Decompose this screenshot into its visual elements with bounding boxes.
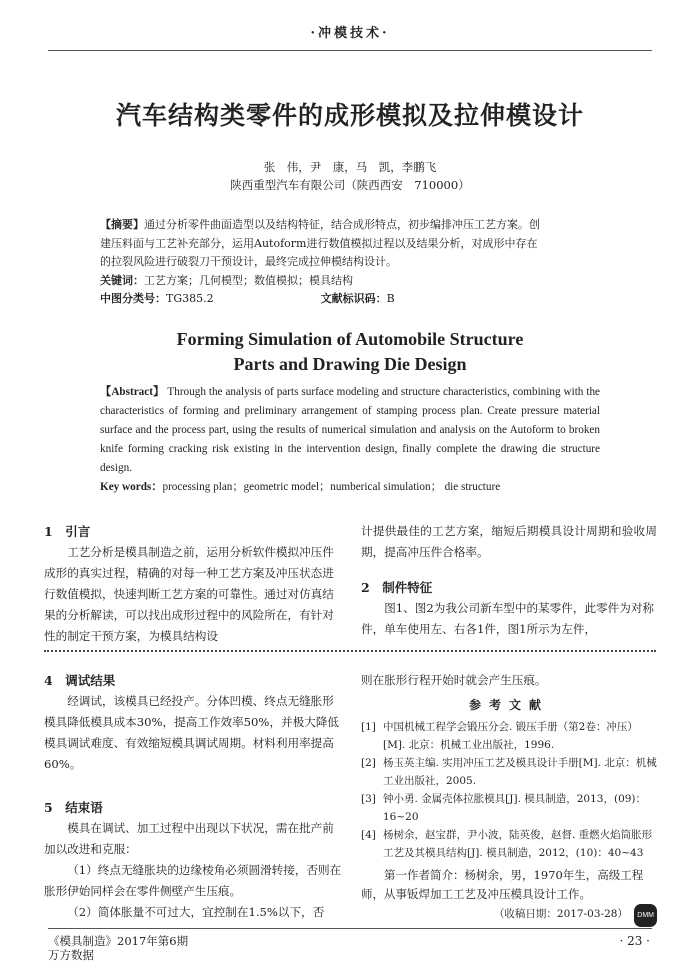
received-date: （收稿日期：2017-03-28） [493, 908, 628, 920]
reference-item: [2] 杨玉英主编. 实用冲压工艺及模具设计手册[M]. 北京：机械工业出版社，2005. [361, 757, 657, 787]
page-number: · 23 · [619, 934, 650, 948]
page-title: 汽车结构类零件的成形模拟及拉伸模设计 [115, 101, 584, 130]
footer-journal: 《模具制造》2017年第6期 [48, 934, 189, 948]
keywords-zh-label: 关键词： [100, 273, 144, 287]
section-1-cont-text: 计提供最佳的工艺方案，缩短后期模具设计周期和验收周期，提高冲压件合格率。 [361, 524, 657, 559]
section-2-heading: 2 制件特征 [361, 580, 433, 595]
keywords-en: processing plan；geometric model；numberical simulation； die structure [162, 481, 501, 493]
abstract-zh-line: 建压料面与工艺补充部分，运用Autoform进行数值模拟过程以及结果分析，对成形中存在 [100, 236, 538, 250]
dotted-divider [44, 650, 656, 652]
doc-code-value: B [386, 292, 395, 305]
author-bio: 第一作者简介：杨树余，男，1970年生，高级工程师，从事钣焊加工工艺及冲压模具设计工作。 [361, 868, 644, 901]
footer-source: 万方数据 [48, 948, 94, 962]
section-4 [44, 670, 344, 923]
keywords-zh: 工艺方案；几何模型；数值模拟；模具结构 [144, 273, 353, 287]
abstract-zh-label: 【摘要】 [100, 218, 144, 231]
reference-item: [1] 中国机械工程学会锻压分会. 锻压手册（第2卷：冲压）[M]. 北京：机械工业出版社，1996. [361, 721, 638, 751]
abstract-en [100, 383, 600, 497]
title-en-line1: Forming Simulation of Automobile Structure [176, 329, 524, 349]
section-5-p3: （2）简体胀量不可过大，宜控制在1.5%以下，否 [67, 905, 325, 919]
section-5-heading: 5 结束语 [44, 800, 103, 815]
title-en-line2: Parts and Drawing Die Design [233, 354, 467, 374]
reference-item: [4] 杨树余，赵宝群，尹小波，陆英俊，赵督. 重燃火焰筒胀形工艺及其模具结构[J]. 模具制造，2012，(10)：40~43 [361, 829, 653, 859]
abstract-zh-line: 的拉裂风险进行破裂刀干预设计，最终完成拉伸模结构设计。 [100, 255, 397, 268]
keywords-en-label: Key words： [100, 481, 163, 493]
abstract-en-text: Through the analysis of parts surface modeling and structure characteristics, combining with the characteristics of forming and preliminary arrangement of stamping process plan. Create pressure material surface and the process part, using the results of numerical simulation and analysis on the Autoform to broken knife forming cracking risk existing in the intervention design, finally complete the drawing die structure design. [100, 386, 601, 474]
affiliation: 陕西重型汽车有限公司（陕西西安 710000） [230, 178, 470, 192]
section-4-heading: 4 调试结果 [44, 673, 116, 688]
classification-value: TG385.2 [166, 292, 214, 305]
section-5-p2: （1）终点无缝胀块的边缘棱角必须圆滑转接，否则在胀形伊始同样会在零件侧壁产生压痕。 [44, 863, 342, 898]
references-list [361, 718, 657, 862]
doc-code-label: 文献标识码： [320, 292, 387, 305]
classification-label: 中图分类号： [100, 292, 166, 305]
footer-rule [48, 928, 652, 929]
section-1-text: 工艺分析是模具制造之前，运用分析软件模拟冲压件成形的真实过程，精确的对每一种工艺方案及冲压状态进行数值模拟，快速判断工艺方案的可靠性。通过对仿真结果的分析解读，可以找出成形过程中的风险所在，有针对性的制定干预方案，为模具结构设 [44, 545, 334, 643]
abstract-en-label: 【Abstract】 [100, 386, 165, 398]
abstract-zh [100, 216, 600, 309]
section-5-p1: 模具在调试、加工过程中出现以下状况，需在批产前加以改进和克服： [44, 821, 334, 856]
section-2-text: 图1、图2为我公司新车型中的某零件，此零件为对称件，单车使用左、右各1件，图1所示为左件， [361, 601, 655, 636]
references-title: 参考文献 [468, 698, 549, 712]
footer-left [48, 934, 188, 962]
dmm-badge: DMM [634, 904, 657, 927]
header-rule [48, 50, 652, 51]
section-4-text: 经调试，该模具已经投产。分体凹模、终点无缝胀形模具降低模具成本30%，提高工作效率50%，并极大降低模具调试难度、有效缩短模具调试周期。材料利用率提高60%。 [44, 694, 340, 771]
section-1 [44, 521, 344, 647]
section-1-continued [361, 521, 657, 640]
section-1-heading: 1 引言 [44, 524, 91, 539]
right-column-bottom [361, 670, 657, 927]
authors: 张 伟，尹 康，马 凯，李鹏飞 [263, 160, 437, 174]
received-date-row [361, 904, 657, 927]
section-header: ·冲模技术· [310, 26, 390, 41]
abstract-zh-line: 通过分析零件曲面造型以及结构特征，结合成形特点，初步编排冲压工艺方案。创 [144, 218, 540, 231]
right-cont-text: 则在胀形行程开始时就会产生压痕。 [361, 673, 547, 687]
reference-item: [3] 钟小勇. 金属壳体拉胀模具[J]. 模具制造，2013，(09)：16~20 [361, 793, 647, 823]
